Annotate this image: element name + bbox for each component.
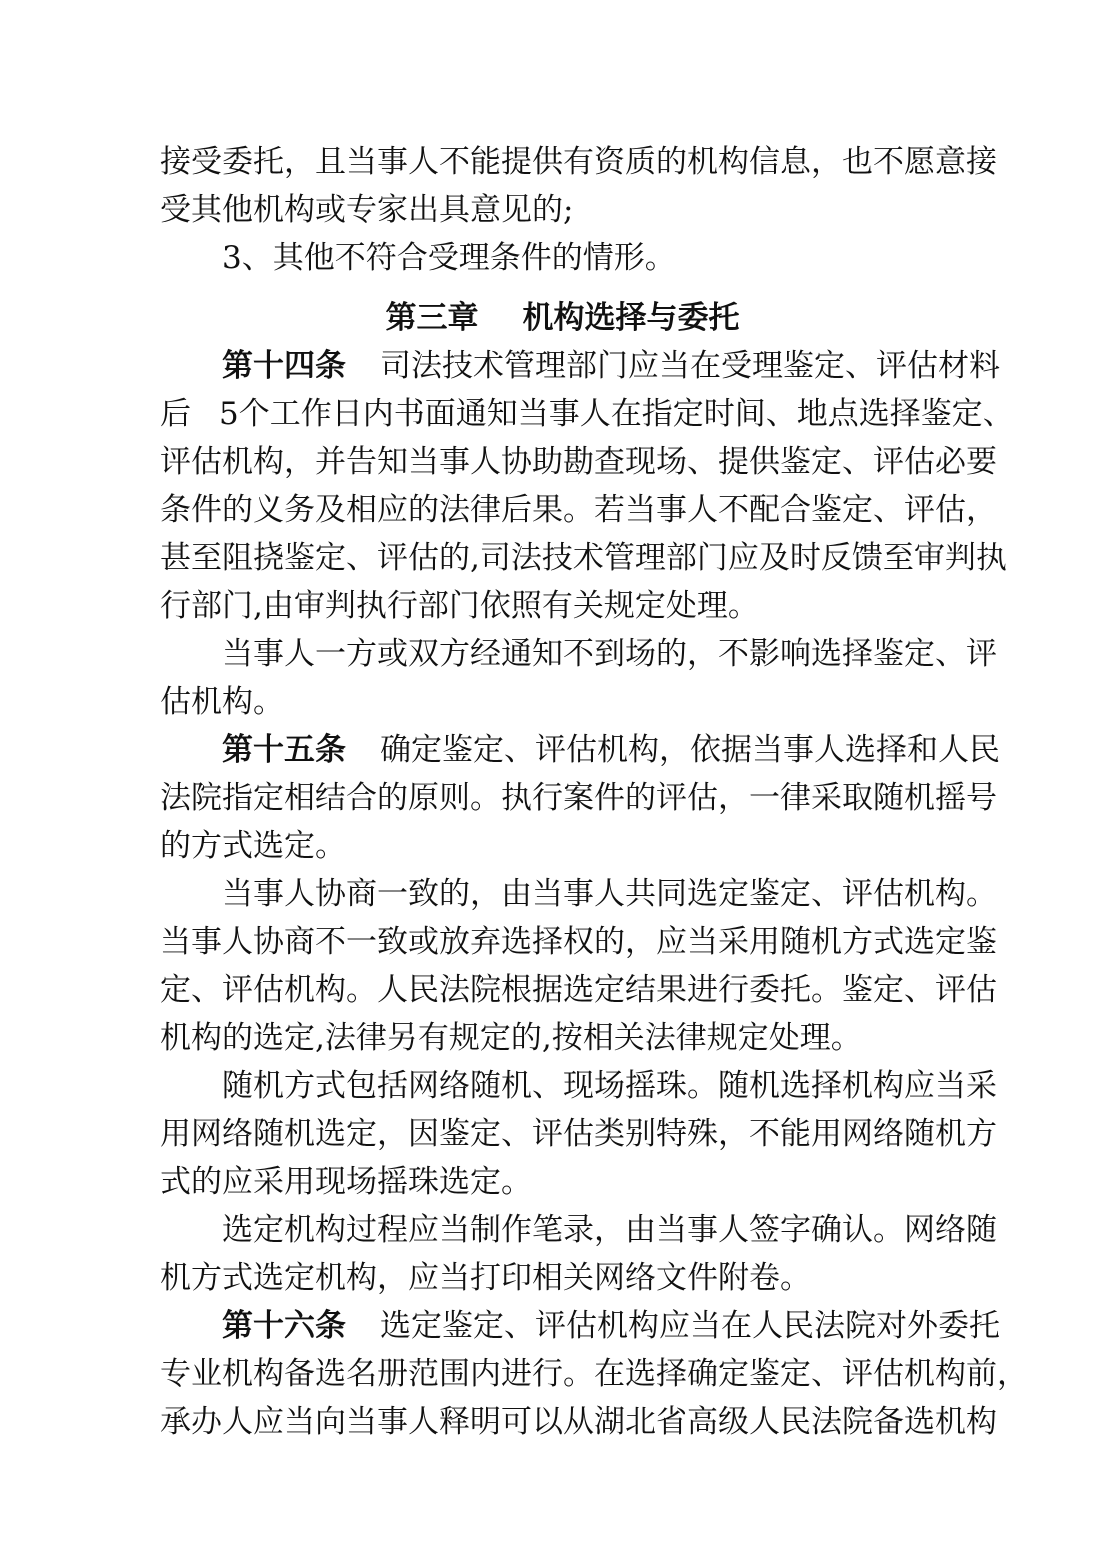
article-16-line — [160, 1302, 1000, 1350]
text-line: 当事人一方或双方经通知不到场的，不影响选择鉴定、评 — [222, 636, 997, 672]
text-line: 估机构。 — [160, 684, 284, 720]
text-line: 专业机构备选名册范围内进行。在选择确定鉴定、评估机构前， — [160, 1356, 1028, 1392]
document-page — [160, 138, 1028, 1446]
text-line: 选定机构过程应当制作笔录，由当事人签字确认。网络随 — [222, 1212, 997, 1248]
text-line: 的方式选定。 — [160, 828, 346, 864]
text-line: 随机方式包括网络随机、现场摇珠。随机选择机构应当采 — [222, 1068, 997, 1104]
text-span: 5个工作日内书面通知当事人在指定时间、地点选择鉴定、 — [219, 396, 1014, 432]
text-line: 3、其他不符合受理条件的情形。 — [222, 240, 676, 276]
text-span: 司法技术管理部门应当在受理鉴定、评估材料 — [380, 348, 1000, 384]
text-line: 承办人应当向当事人释明可以从湖北省高级人民法院备选机构 — [160, 1404, 997, 1440]
article-14-line — [160, 342, 1000, 390]
text-line: 当事人协商不一致或放弃选择权的，应当采用随机方式选定鉴 — [160, 924, 997, 960]
text-line: 法院指定相结合的原则。执行案件的评估，一律采取随机摇号 — [160, 780, 997, 816]
chapter-title: 机构选择与委托 — [522, 300, 740, 336]
article-16-heading: 第十六条 — [222, 1308, 346, 1344]
text-line: 式的应采用现场摇珠选定。 — [160, 1164, 532, 1200]
text-line — [160, 390, 1014, 438]
text-line: 接受委托，且当事人不能提供有资质的机构信息，也不愿意接 — [160, 144, 997, 180]
article-14-heading: 第十四条 — [222, 348, 346, 384]
text-line: 用网络随机选定，因鉴定、评估类别特殊，不能用网络随机方 — [160, 1116, 997, 1152]
text-span: 选定鉴定、评估机构应当在人民法院对外委托 — [380, 1308, 1000, 1344]
text-span: 后 — [160, 396, 191, 432]
text-line: 机方式选定机构，应当打印相关网络文件附卷。 — [160, 1260, 811, 1296]
article-15-line — [160, 726, 1000, 774]
text-span: 确定鉴定、评估机构，依据当事人选择和人民 — [380, 732, 1000, 768]
text-line: 定、评估机构。人民法院根据选定结果进行委托。鉴定、评估 — [160, 972, 997, 1008]
chapter-number: 第三章 — [385, 300, 479, 336]
text-line: 机构的选定,法律另有规定的,按相关法律规定处理。 — [160, 1020, 862, 1056]
text-line: 评估机构，并告知当事人协助勘查现场、提供鉴定、评估必要 — [160, 444, 997, 480]
text-line: 甚至阻挠鉴定、评估的,司法技术管理部门应及时反馈至审判执 — [160, 540, 1007, 576]
text-line: 受其他机构或专家出具意见的; — [160, 192, 574, 228]
chapter-heading — [160, 280, 965, 342]
text-line: 当事人协商一致的，由当事人共同选定鉴定、评估机构。 — [222, 876, 997, 912]
article-15-heading: 第十五条 — [222, 732, 346, 768]
text-line: 条件的义务及相应的法律后果。若当事人不配合鉴定、评估， — [160, 492, 997, 528]
text-line: 行部门,由审判执行部门依照有关规定处理。 — [160, 588, 759, 624]
